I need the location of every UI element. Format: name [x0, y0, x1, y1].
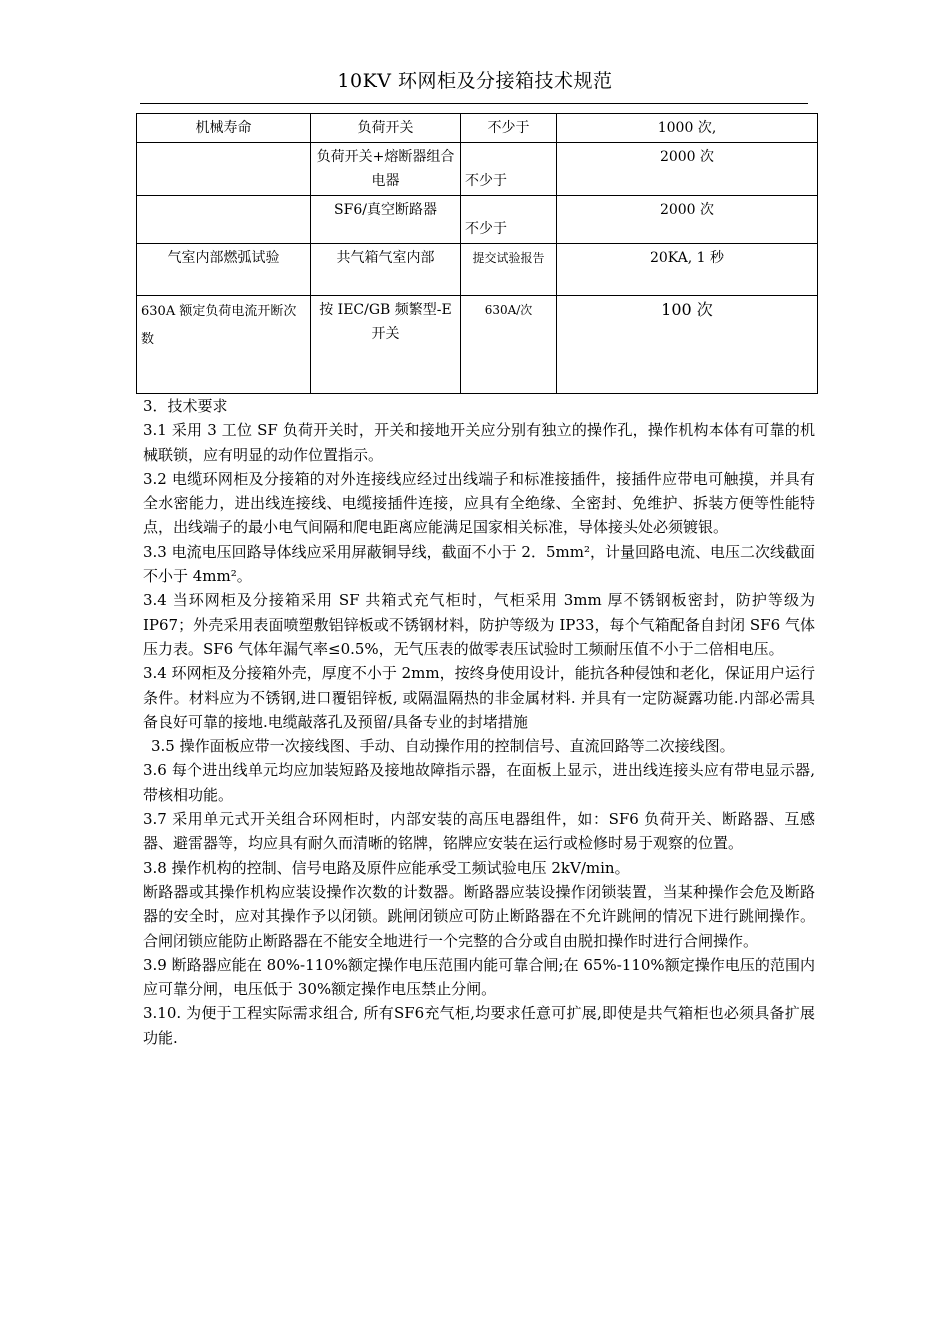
table-cell: 20KA, 1 秒	[557, 244, 818, 296]
table-cell: 不少于	[461, 114, 557, 143]
paragraph: 3.5 操作面板应带一次接线图、手动、自动操作用的控制信号、直流回路等二次接线图。	[151, 737, 735, 756]
paragraph: 3.4 当环网柜及分接箱采用 SF 共箱式充气柜时，气柜采用 3mm 厚不锈钢板密封，防护等级为 IP67；外壳采用表面喷塑敷铝锌板或不锈钢材料，防护等级为 IP33，每个气箱配备自封闭 SF6 气体压力表。SF6 气体年漏气率≤0.5%，无气压表的做零表压试验时工频耐压值不小于二倍相电压。	[143, 591, 815, 658]
title-underline	[140, 103, 808, 104]
table-cell	[137, 143, 311, 196]
paragraph: 断路器或其操作机构应装设操作次数的计数器。断路器应装设操作闭锁装置，当某种操作会危及断路器的安全时，应对其操作予以闭锁。跳闸闭锁应可防止断路器在不允许跳闸的情况下进行跳闸操作。合闸闭锁应能防止断路器在不能安全地进行一个完整的合分或自由脱扣操作时进行合闸操作。	[143, 882, 815, 950]
table-cell	[461, 143, 557, 196]
table-cell: 630A/次	[461, 296, 557, 394]
table-row	[137, 244, 818, 296]
paragraph: 3.1 采用 3 工位 SF 负荷开关时，开关和接地开关应分别有独立的操作孔，操作机构本体有可靠的机械联锁，应有明显的动作位置指示。	[143, 421, 815, 464]
table-cell: 负荷开关+熔断器组合电器	[311, 143, 461, 196]
paragraph: 3.6 每个进出线单元均应加装短路及接地故障指示器，在面板上显示，进出线连接头应有带电显示器,带核相功能。	[143, 761, 815, 804]
table-cell: 按 IEC/GB 频繁型-E 开关	[311, 296, 461, 394]
section-heading: 3．技术要求	[143, 397, 228, 415]
document-body	[143, 394, 815, 1050]
spec-table	[136, 113, 818, 394]
table-cell	[137, 196, 311, 244]
table-cell-text: 不少于	[465, 173, 507, 189]
table-cell: 1000 次,	[557, 114, 818, 143]
table-row	[137, 143, 818, 196]
table-cell: 100 次	[557, 296, 818, 394]
table-cell: 2000 次	[557, 143, 818, 196]
paragraph: 3.9 断路器应能在 80%-110%额定操作电压范围内能可靠合闸;在 65%-110%额定操作电压的范围内应可靠分闸，电压低于 30%额定操作电压禁止分闸。	[143, 955, 815, 999]
table-row	[137, 196, 818, 244]
table-row	[137, 296, 818, 394]
table-row	[137, 114, 818, 143]
table-cell: 机械寿命	[137, 114, 311, 143]
paragraph: 3.4 环网柜及分接箱外壳，厚度不小于 2mm，按终身使用设计，能抗各种侵蚀和老化，保证用户运行条件。材料应为不锈钢,进口覆铝锌板, 或隔温隔热的非金属材料. 并具有一定防凝露功能.内部必需具备良好可靠的接地.电缆敲落孔及预留/具备专业的封堵措施	[143, 664, 815, 731]
table-cell: 提交试验报告	[461, 244, 557, 296]
table-cell-text: 630A 额定负荷电流开断次数	[141, 304, 297, 347]
table-cell: 2000 次	[557, 196, 818, 244]
paragraph: 3.10. 为便于工程实际需求组合, 所有SF6充气柜,均要求任意可扩展,即使是共气箱柜也必须具备扩展功能.	[143, 1004, 815, 1047]
table-cell: 气室内部燃弧试验	[137, 244, 311, 296]
table-cell	[137, 296, 311, 394]
paragraph: 3.8 操作机构的控制、信号电路及原件应能承受工频试验电压 2kV/min。	[143, 858, 630, 877]
page-title: 10KV 环网柜及分接箱技术规范	[337, 70, 613, 92]
table-cell: 负荷开关	[311, 114, 461, 143]
table-cell: SF6/真空断路器	[311, 196, 461, 244]
paragraph: 3.2 电缆环网柜及分接箱的对外连接线应经过出线端子和标准接插件，接插件应带电可触摸，并具有全水密能力，进出线连接线、电缆接插件连接，应具有全绝缘、全密封、免维护、拆装方便等性能特点，出线端子的最小电气间隔和爬电距离应能满足国家相关标准，导体接头处必须镀银。	[143, 469, 815, 537]
table-cell	[461, 196, 557, 244]
paragraph: 3.3 电流电压回路导体线应采用屏蔽铜导线，截面不小于 2．5mm²，计量回路电流、电压二次线截面不小于 4mm²。	[143, 542, 815, 586]
table-cell: 共气箱气室内部	[311, 244, 461, 296]
paragraph: 3.7 采用单元式开关组合环网柜时，内部安装的高压电器组件，如：SF6 负荷开关、断路器、互感器、避雷器等，均应具有耐久而清晰的铭牌，铭牌应安装在运行或检修时易于观察的位置。	[143, 810, 815, 853]
table-cell-text: 不少于	[465, 221, 507, 237]
